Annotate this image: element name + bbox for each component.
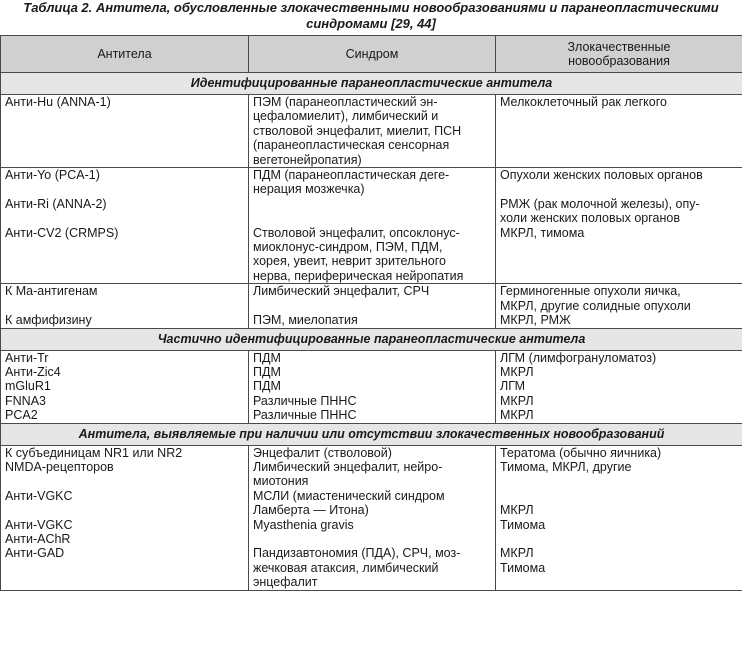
section-title: Частично идентифицированные паранеопластические антитела (1, 328, 742, 350)
antibody-line: Анти-Ri (ANNA-2) (5, 196, 107, 211)
syndrome-line: ПДМ (253, 350, 281, 365)
antibody-cell (1, 284, 249, 328)
neoplasm-cell (496, 284, 742, 328)
neoplasm-line: Тератома (обычно яичника) (500, 445, 662, 460)
syndrome-line: Различные ПННС (253, 393, 357, 408)
syndrome-line: ПЭМ, миелопатия (253, 313, 358, 328)
antibody-line: Анти-Yo (PCA-1) (5, 168, 100, 183)
caption-line-2: синдромами [29, 44] (306, 16, 436, 31)
neoplasm-line: холи женских половых органов (500, 211, 680, 226)
antibody-line (5, 503, 244, 517)
antibodies-table (0, 35, 742, 591)
antibody-line: К амфифизину (5, 313, 92, 328)
neoplasm-line: МКРЛ (500, 503, 534, 518)
table-row (1, 168, 742, 284)
syndrome-line (253, 211, 491, 225)
syndrome-line: ПДМ (253, 379, 281, 394)
syndrome-line: Пандизавтономия (ПДА), СРЧ, моз- (253, 546, 461, 561)
antibody-line (5, 211, 244, 225)
neoplasm-line (500, 474, 738, 488)
antibody-line: mGluR1 (5, 379, 51, 394)
antibody-cell (1, 445, 249, 590)
syndrome-line: Лимбический энцефалит, нейро- (253, 459, 443, 474)
table-row (1, 350, 742, 423)
neoplasm-line: МКРЛ, РМЖ (500, 313, 571, 328)
syndrome-line: Лимбический энцефалит, СРЧ (253, 284, 430, 299)
antibody-line: Анти-AChR (5, 531, 71, 546)
antibody-line: Анти-VGKC (5, 517, 73, 532)
syndrome-line: жечковая атаксия, лимбический (253, 560, 439, 575)
syndrome-line: миотония (253, 474, 309, 489)
antibody-cell (1, 95, 249, 168)
neoplasm-line: МКРЛ, тимома (500, 225, 585, 240)
antibody-line: Анти-Tr (5, 350, 49, 365)
syndrome-line: ПДМ (паранеопластическая деге- (253, 168, 450, 183)
antibody-line (5, 182, 244, 196)
syndrome-cell (249, 445, 496, 590)
neoplasm-cell (496, 350, 742, 423)
syndrome-line: ПЭМ (паранеопластический эн- (253, 95, 438, 109)
antibody-cell (1, 350, 249, 423)
neoplasm-cell (496, 168, 742, 284)
neoplasm-line: Тимома (500, 517, 546, 532)
table-row (1, 95, 742, 168)
neoplasm-cell (496, 445, 742, 590)
table-body (1, 73, 742, 591)
syndrome-line (253, 197, 491, 211)
antibody-line: Анти-Hu (ANNA-1) (5, 95, 111, 109)
neoplasm-line: МКРЛ (500, 393, 534, 408)
section-title: Антитела, выявляемые при наличии или отсутствии злокачественных новообразований (1, 423, 742, 445)
syndrome-line: Энцефалит (стволовой) (253, 445, 392, 460)
syndrome-line: цефаломиелит), лимбический и (253, 109, 439, 124)
header-neoplasm-line-1: Злокачественные (567, 39, 671, 54)
table-header-row (1, 36, 742, 73)
neoplasm-line: РМЖ (рак молочной железы), опу- (500, 196, 700, 211)
antibody-line: PCA2 (5, 408, 38, 423)
neoplasm-line: ЛГМ (лимфогрануломатоз) (500, 350, 657, 365)
antibody-line: Анти-VGKC (5, 488, 73, 503)
syndrome-line (253, 532, 491, 546)
antibody-line: Анти-Zic4 (5, 364, 61, 379)
section-row (1, 328, 742, 350)
neoplasm-line (500, 532, 738, 546)
section-row (1, 423, 742, 445)
syndrome-cell (249, 95, 496, 168)
antibody-line (5, 474, 244, 488)
syndrome-line: Стволовой энцефалит, опсоклонус- (253, 225, 460, 240)
header-antibodies: Антитела (1, 36, 249, 73)
syndrome-line (253, 299, 491, 313)
antibody-cell (1, 168, 249, 284)
syndrome-line: хорея, увеит, неврит зрительного (253, 254, 446, 269)
caption-line-1: Таблица 2. Антитела, обусловленные злокачественными новообразованиями и паранеопластическими (23, 0, 719, 15)
section-row (1, 73, 742, 95)
antibody-line: К субъединицам NR1 или NR2 (5, 445, 183, 460)
neoplasm-line: МКРЛ, другие солидные опухоли (500, 298, 691, 313)
neoplasm-cell (496, 95, 742, 168)
header-syndrome: Синдром (249, 36, 496, 73)
syndrome-line: стволовой энцефалит, миелит, ПСН (253, 123, 462, 138)
syndrome-line: энцефалит (253, 575, 318, 590)
table-row (1, 284, 742, 328)
syndrome-line: Ламберта — Итона) (253, 503, 369, 518)
section-title: Идентифицированные паранеопластические антитела (1, 73, 742, 95)
neoplasm-line: Герминогенные опухоли яичка, (500, 284, 681, 299)
neoplasm-line: МКРЛ (500, 364, 534, 379)
syndrome-cell (249, 168, 496, 284)
syndrome-line: Myasthenia gravis (253, 517, 354, 532)
antibody-line: К Ma-антигенам (5, 284, 98, 299)
neoplasm-line: ЛГМ (500, 379, 526, 394)
neoplasm-line: Опухоли женских половых органов (500, 168, 703, 183)
neoplasm-line (500, 182, 738, 196)
antibody-line: FNNA3 (5, 393, 46, 408)
antibody-line: Анти-GAD (5, 546, 65, 561)
header-neoplasm (496, 36, 742, 73)
neoplasm-line: Тимома, МКРЛ, другие (500, 459, 632, 474)
header-neoplasm-line-2: новообразования (568, 54, 670, 68)
table-row (1, 445, 742, 590)
syndrome-line: нерация мозжечка) (253, 182, 365, 197)
neoplasm-line: МКРЛ (500, 546, 534, 561)
syndrome-cell (249, 350, 496, 423)
neoplasm-line: МКРЛ (500, 408, 534, 423)
syndrome-line: (паранеопластическая сенсорная (253, 138, 450, 153)
syndrome-line: ПДМ (253, 364, 281, 379)
antibody-line: NMDA-рецепторов (5, 459, 114, 474)
neoplasm-line: Мелкоклеточный рак легкого (500, 95, 667, 109)
syndrome-line: миоклонус-синдром, ПЭМ, ПДМ, (253, 240, 443, 255)
syndrome-line: Различные ПННС (253, 408, 357, 423)
antibody-line (5, 299, 244, 313)
table-caption (0, 0, 742, 32)
syndrome-line: вегетонейропатия) (253, 152, 362, 167)
syndrome-line: нерва, периферическая нейропатия (253, 268, 464, 283)
syndrome-line: МСЛИ (миастенический синдром (253, 488, 445, 503)
neoplasm-line (500, 489, 738, 503)
antibody-line: Анти-CV2 (CRMPS) (5, 225, 119, 240)
syndrome-cell (249, 284, 496, 328)
neoplasm-line: Тимома (500, 560, 546, 575)
